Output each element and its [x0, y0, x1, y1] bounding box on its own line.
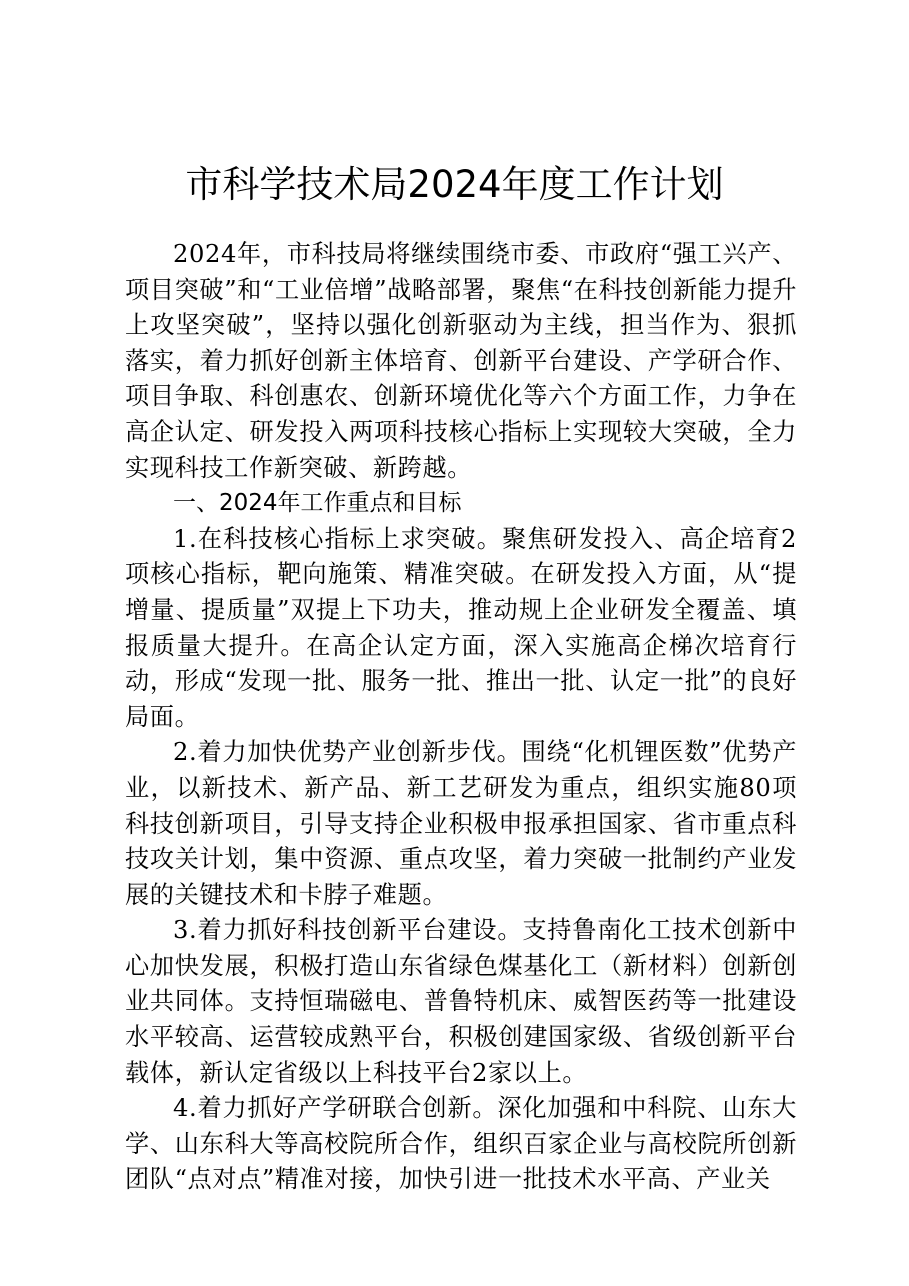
- item-paragraph-4: 4.着力抓好产学研联合创新。深化加强和中科院、山东大学、山东科大等高校院所合作，组织百家企业与高校院所创新团队“点对点”精准对接，加快引进一批技术水平高、产业关: [125, 1094, 797, 1194]
- item-paragraph-3: 3.着力抓好科技创新平台建设。支持鲁南化工技术创新中心加快发展，积极打造山东省绿色煤基化工（新材料）创新创业共同体。支持恒瑞磁电、普鲁特机床、威智医药等一批建设水平较高、运营较成熟平台，积极创建国家级、省级创新平台载体，新认定省级以上科技平台2家以上。: [125, 916, 797, 1087]
- item-paragraph-1: 1.在科技核心指标上求突破。聚焦研发投入、高企培育2项核心指标，靶向施策、精准突破。在研发投入方面，从“提增量、提质量”双提上下功夫，推动规上企业研发全覆盖、填报质量大提升。在高企认定方面，深入实施高企梯次培育行动，形成“发现一批、服务一批、推出一批、认定一批”的良好局面。: [125, 524, 797, 731]
- item-paragraph-2: 2.着力加快优势产业创新步伐。围绕“化机锂医数”优势产业，以新技术、新产品、新工艺研发为重点，组织实施80项科技创新项目，引导支持企业积极申报承担国家、省市重点科技攻关计划，集中资源、重点攻坚，着力突破一批制约产业发展的关键技术和卡脖子难题。: [125, 738, 797, 909]
- intro-paragraph: 2024年，市科技局将继续围绕市委、市政府“强工兴产、项目突破”和“工业倍增”战略部署，聚焦“在科技创新能力提升上攻坚突破”，坚持以强化创新驱动为主线，担当作为、狠抓落实，着力抓好创新主体培育、创新平台建设、产学研合作、项目争取、科创惠农、创新环境优化等六个方面工作，力争在高企认定、研发投入两项科技核心指标上实现较大突破，全力实现科技工作新突破、新跨越。: [125, 240, 797, 482]
- document-title: 市科学技术局2024年度工作计划: [185, 163, 724, 206]
- section-heading: 一、2024年工作重点和目标: [173, 490, 462, 517]
- document-body: [125, 237, 797, 1198]
